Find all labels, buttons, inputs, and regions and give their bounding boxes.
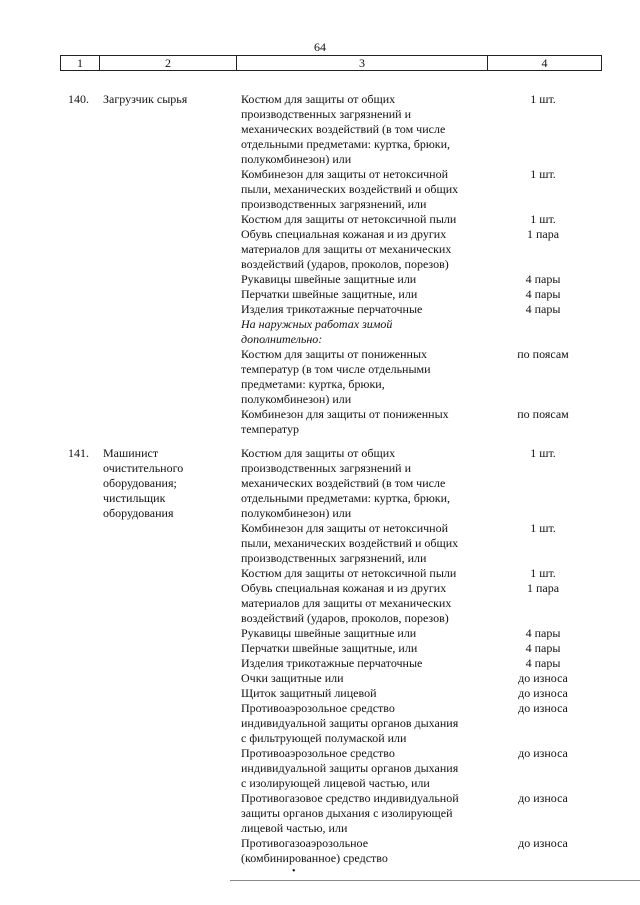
item-quantity: 1 шт. <box>530 566 556 580</box>
header-col-2: 2 <box>100 56 237 70</box>
item-text: Костюм для защиты от общих <box>241 446 396 460</box>
item-text: отдельными предметами: куртка, брюки, <box>241 491 451 505</box>
item-text: Костюм для защиты от нетоксичной пыли <box>241 212 457 226</box>
item-text: Комбинезон для защиты от нетоксичной <box>241 167 449 181</box>
item-quantity: 1 шт. <box>530 446 556 460</box>
item-quantity: по поясам <box>517 347 569 361</box>
item-text: полукомбинезон) или <box>241 392 352 406</box>
item-quantity: 1 шт. <box>530 92 556 106</box>
profession-name: Машинист очистительного оборудования; чистильщик оборудования <box>103 446 184 520</box>
item-text: механических воздействий (в том числе <box>241 122 446 136</box>
item-text: Очки защитные или <box>241 671 344 685</box>
item-text: материалов для защиты от механических <box>241 596 452 610</box>
header-col-3: 3 <box>237 56 488 70</box>
item-text: производственных загрязнений и <box>241 107 412 121</box>
item-quantity: до износа <box>518 746 568 760</box>
item-text: Щиток защитный лицевой <box>241 686 377 700</box>
item-quantity: 4 пары <box>525 302 561 316</box>
item-text: Обувь специальная кожаная и из других <box>241 581 447 595</box>
item-quantity: 4 пары <box>525 287 561 301</box>
scan-mark: • <box>292 866 296 877</box>
item-text: (комбинированное) средство <box>241 851 388 865</box>
row-number: 140. <box>68 92 89 106</box>
item-text: воздействий (ударов, проколов, порезов) <box>241 257 449 271</box>
item-quantity: по поясам <box>517 407 569 421</box>
item-text: пыли, механических воздействий и общих <box>241 536 459 550</box>
item-text: Комбинезон для защиты от пониженных <box>241 407 449 421</box>
item-text: механических воздействий (в том числе <box>241 476 446 490</box>
item-text: температур <box>241 422 300 436</box>
item-text: воздействий (ударов, проколов, порезов) <box>241 611 449 625</box>
item-text: Перчатки швейные защитные, или <box>241 287 418 301</box>
item-text: производственных загрязнений, или <box>241 551 427 565</box>
item-text: дополнительно: <box>241 332 323 346</box>
item-text: Противоаэрозольное средство <box>241 701 395 715</box>
item-text: Костюм для защиты от нетоксичной пыли <box>241 566 457 580</box>
item-text: температур (в том числе отдельными <box>241 362 431 376</box>
item-text: с изолирующей лицевой частью, или <box>241 776 430 790</box>
item-quantity: до износа <box>518 671 568 685</box>
item-quantity: 1 шт. <box>530 167 556 181</box>
item-quantity: 1 шт. <box>530 521 556 535</box>
item-text: производственных загрязнений, или <box>241 197 427 211</box>
item-text: Рукавицы швейные защитные или <box>241 272 417 286</box>
profession-name: Загрузчик сырья <box>103 92 188 106</box>
item-quantity: 1 шт. <box>530 212 556 226</box>
item-text: Костюм для защиты от пониженных <box>241 347 428 361</box>
item-text: производственных загрязнений и <box>241 461 412 475</box>
item-text: лицевой частью, или <box>241 821 348 835</box>
item-text: индивидуальной защиты органов дыхания <box>241 761 459 775</box>
item-quantity: до износа <box>518 701 568 715</box>
item-text: индивидуальной защиты органов дыхания <box>241 716 459 730</box>
item-text: Противогазовое средство индивидуальной <box>241 791 459 805</box>
item-text: пыли, механических воздействий и общих <box>241 182 459 196</box>
item-text: полукомбинезон) или <box>241 152 352 166</box>
table-header <box>60 55 602 71</box>
item-text: предметами: куртка, брюки, <box>241 377 385 391</box>
item-text: Изделия трикотажные перчаточные <box>241 656 423 670</box>
item-quantity: 1 пара <box>526 581 560 595</box>
item-quantity: 1 пара <box>526 227 560 241</box>
item-quantity: до износа <box>518 836 568 850</box>
item-text: Костюм для защиты от общих <box>241 92 396 106</box>
item-quantity: до износа <box>518 791 568 805</box>
item-text: Рукавицы швейные защитные или <box>241 626 417 640</box>
item-text: отдельными предметами: куртка, брюки, <box>241 137 451 151</box>
item-text: полукомбинезон) или <box>241 506 352 520</box>
item-quantity: 4 пары <box>525 656 561 670</box>
header-col-1: 1 <box>61 56 100 70</box>
item-quantity: 4 пары <box>525 272 561 286</box>
item-text: Противогазоаэрозольное <box>241 836 369 850</box>
item-text: Изделия трикотажные перчаточные <box>241 302 423 316</box>
bottom-rule <box>230 880 640 881</box>
item-text: На наружных работах зимой <box>241 317 393 331</box>
row-number: 141. <box>68 446 89 460</box>
item-text: материалов для защиты от механических <box>241 242 452 256</box>
header-col-4: 4 <box>541 56 548 70</box>
item-text: Противоаэрозольное средство <box>241 746 395 760</box>
item-quantity: до износа <box>518 686 568 700</box>
page-number: 64 <box>314 40 326 54</box>
item-text: Перчатки швейные защитные, или <box>241 641 418 655</box>
item-quantity: 4 пары <box>525 626 561 640</box>
item-quantity: 4 пары <box>525 641 561 655</box>
item-text: защиты органов дыхания с изолирующей <box>241 806 453 820</box>
item-text: Комбинезон для защиты от нетоксичной <box>241 521 449 535</box>
item-text: Обувь специальная кожаная и из других <box>241 227 447 241</box>
item-text: с фильтрующей полумаской или <box>241 731 407 745</box>
